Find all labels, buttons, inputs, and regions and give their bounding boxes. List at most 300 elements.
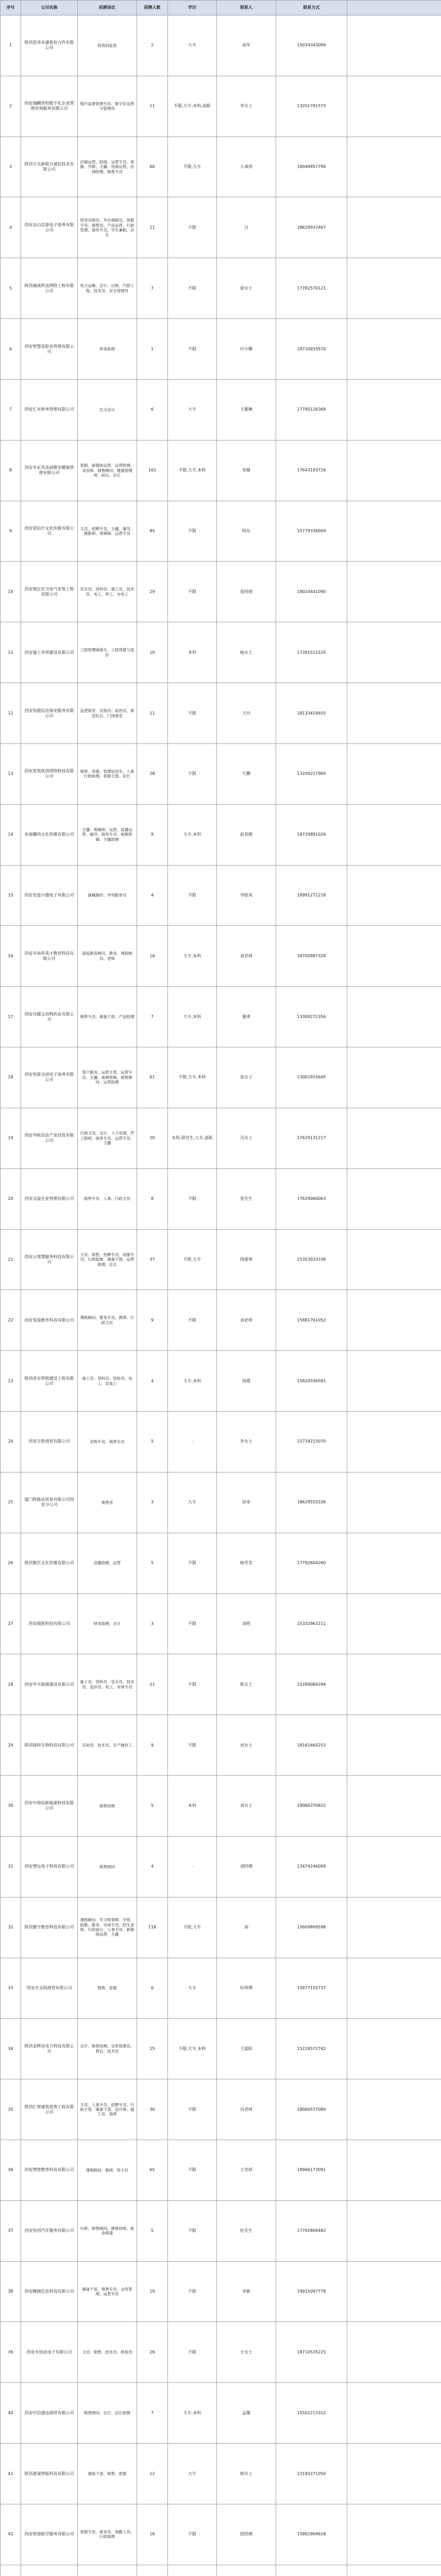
cell-contact: 王晨阳 bbox=[217, 2019, 276, 2079]
header-count: 招聘人数 bbox=[137, 1, 168, 15]
cell-extra bbox=[347, 1776, 441, 1837]
cell-positions: 客户服务、运营主管、运营专员、主播、视频剪辑、销售顾问、运营助理 bbox=[78, 1047, 137, 1108]
cell-company: 西安易盈教育科技有限公司 bbox=[21, 1290, 78, 1351]
cell-education: 不限 bbox=[168, 1715, 217, 1776]
cell-phone: 18049957790 bbox=[276, 137, 347, 197]
cell-phone: 13474246099 bbox=[276, 1836, 347, 1897]
cell-count: 85 bbox=[137, 501, 168, 562]
cell-company: 西安华航信息产业投资有限公司 bbox=[21, 1108, 78, 1168]
cell-company: 西安恒创汽车服务有限公司 bbox=[21, 2200, 78, 2261]
cell-education: 不限 bbox=[168, 258, 217, 319]
table-row bbox=[1, 987, 441, 1047]
cell-index: 30 bbox=[1, 1776, 21, 1837]
cell-extra bbox=[347, 1533, 441, 1594]
cell-count: 5 bbox=[137, 2200, 168, 2261]
cell-count: 3 bbox=[137, 1472, 168, 1533]
cell-education: 不限 bbox=[168, 319, 217, 380]
cell-extra bbox=[347, 1594, 441, 1654]
cell-extra bbox=[347, 2565, 441, 2576]
cell-extra bbox=[347, 2322, 441, 2383]
cell-index: 14 bbox=[1, 804, 21, 865]
cell-contact: 杨女士 bbox=[217, 622, 276, 683]
cell-contact: 张经理 bbox=[217, 562, 276, 622]
cell-index: 29 bbox=[1, 1715, 21, 1776]
cell-contact: 高军 bbox=[217, 15, 276, 76]
cell-company: 西安云智慧服务科技有限公司 bbox=[21, 1229, 78, 1290]
cell-contact: 刘女士 bbox=[217, 1715, 276, 1776]
cell-company: 陕西嘉诚智能科技有限公司 bbox=[21, 2444, 78, 2504]
table-row bbox=[1, 804, 441, 865]
cell-contact: 赵英媛 bbox=[217, 804, 276, 865]
table-row bbox=[1, 1958, 441, 2019]
cell-education: 不限 bbox=[168, 562, 217, 622]
cell-count: 28 bbox=[137, 743, 168, 804]
cell-index: 22 bbox=[1, 1290, 21, 1351]
cell-extra bbox=[347, 926, 441, 987]
cell-education: 不限 bbox=[168, 1290, 217, 1351]
cell-positions: 安全员、资料员、施工员、技术员、电工、焊工、水电工 bbox=[78, 562, 137, 622]
cell-company: 西安汇米财务管理有限公司 bbox=[21, 379, 78, 440]
cell-company: 西安中信通达商贸有限公司 bbox=[21, 2383, 78, 2444]
cell-extra bbox=[347, 1047, 441, 1108]
cell-phone: 18133419925 bbox=[276, 683, 347, 744]
table-row bbox=[1, 1897, 441, 1958]
header-extra bbox=[347, 1, 441, 15]
cell-company: 西安众盈企业管理有限公司 bbox=[21, 1168, 78, 1229]
cell-index: 17 bbox=[1, 987, 21, 1047]
cell-education: 不限,大专,本科 bbox=[168, 440, 217, 501]
cell-positions: 实验员、技术员、生产操作工 bbox=[78, 1715, 137, 1776]
table-row bbox=[1, 197, 441, 258]
cell-phone: 18024441090 bbox=[276, 562, 347, 622]
cell-phone: 18729891026 bbox=[276, 804, 347, 865]
cell-company: 西安市南华英才教育科技有限公司 bbox=[21, 926, 78, 987]
cell-education: 不限 bbox=[168, 2322, 217, 2383]
cell-positions: 主播、剪辑师、运营、直播运营、编导、商务专员、视频剪辑、主播助理 bbox=[78, 804, 137, 865]
cell-phone: 13193271050 bbox=[276, 2444, 347, 2504]
cell-index: 12 bbox=[1, 683, 21, 744]
header-contact: 联系人 bbox=[217, 1, 276, 15]
cell-count: 1 bbox=[137, 319, 168, 380]
cell-index: 11 bbox=[1, 622, 21, 683]
cell-education: 大专 bbox=[168, 379, 217, 440]
table-row bbox=[1, 562, 441, 622]
cell-contact: 王雅琳 bbox=[217, 379, 276, 440]
cell-extra bbox=[347, 76, 441, 137]
cell-index: 35 bbox=[1, 2079, 21, 2140]
cell-positions: 销售专员、人事、行政文员 bbox=[78, 1168, 137, 1229]
cell-index: 13 bbox=[1, 743, 21, 804]
cell-positions: 工程管理储备生、工程预算与造价 bbox=[78, 622, 137, 683]
cell-positions: 客服专员、乘务员、地勤人员、行政助理 bbox=[78, 2504, 137, 2565]
cell-contact: 杜先生 bbox=[217, 2200, 276, 2261]
cell-positions: 实习会计 bbox=[78, 379, 137, 440]
cell-phone: 18710535225 bbox=[276, 2322, 347, 2383]
cell-education: 不限 bbox=[168, 1533, 217, 1594]
table-row bbox=[1, 76, 441, 137]
cell-company: 陕西思邦未建股份合作有限公司 bbox=[21, 15, 78, 76]
cell-count: 65 bbox=[137, 2140, 168, 2200]
cell-count: 3 bbox=[137, 1594, 168, 1654]
cell-education: 大专 bbox=[168, 1958, 217, 2019]
cell-contact: 李银凤 bbox=[217, 865, 276, 926]
cell-company: 西安诺信行文化传媒有限公司 bbox=[21, 501, 78, 562]
cell-positions: 器械操作、外贸跟单员 bbox=[78, 865, 137, 926]
cell-phone: 13209227960 bbox=[276, 743, 347, 804]
cell-company: 西安安富兴德电子有限公司 bbox=[21, 865, 78, 926]
cell-extra bbox=[347, 1836, 441, 1897]
cell-index: 24 bbox=[1, 1412, 21, 1472]
cell-index: 36 bbox=[1, 2140, 21, 2200]
cell-extra bbox=[347, 258, 441, 319]
cell-contact: 孙菲 bbox=[217, 1472, 276, 1533]
cell-index: 26 bbox=[1, 1533, 21, 1594]
cell-phone: 15802909618 bbox=[276, 2504, 347, 2565]
cell-count: 21 bbox=[137, 1654, 168, 1715]
cell-count: 4 bbox=[137, 865, 168, 926]
cell-count: 6 bbox=[137, 1958, 168, 2019]
cell-company: 西安博远电子科技有限公司 bbox=[21, 1836, 78, 1897]
cell-contact: 刘老师 bbox=[217, 1290, 276, 1351]
table-body bbox=[1, 15, 441, 2576]
table-row bbox=[1, 1715, 441, 1776]
cell-positions: 文员、招聘专员、主播、编导、摄影师、剪辑师、运营专员 bbox=[78, 501, 137, 562]
cell-count: 9 bbox=[137, 1290, 168, 1351]
cell-index: 7 bbox=[1, 379, 21, 440]
table-row bbox=[1, 1533, 441, 1594]
table-row bbox=[1, 2504, 441, 2565]
cell-education: 不限,大专,本科 bbox=[168, 1047, 217, 1108]
cell-count: 4 bbox=[137, 1351, 168, 1412]
cell-index: 16 bbox=[1, 926, 21, 987]
table-row bbox=[1, 1776, 441, 1837]
cell-extra bbox=[347, 562, 441, 622]
cell-index: 38 bbox=[1, 2261, 21, 2322]
table-row bbox=[1, 1168, 441, 1229]
cell-count: 7 bbox=[137, 987, 168, 1047]
cell-contact: 刘女士 bbox=[217, 1776, 276, 1837]
cell-education: 本科 bbox=[168, 1776, 217, 1837]
table-row bbox=[1, 2079, 441, 2140]
cell-company: 西安华丰能源建设有限公司 bbox=[21, 1654, 78, 1715]
cell-contact: 宋健 bbox=[217, 440, 276, 501]
cell-index: 1 bbox=[1, 15, 21, 76]
cell-count: 5 bbox=[137, 1533, 168, 1594]
cell-positions: 巡逻保安、安保员、监控员、保安队长、门岗保安 bbox=[78, 683, 137, 744]
cell-phone: 18066370822 bbox=[276, 1776, 347, 1837]
cell-company: 西安谷露宝动物药业有限公司 bbox=[21, 987, 78, 1047]
cell-phone: 18700987328 bbox=[276, 926, 347, 987]
cell-count: 7 bbox=[137, 258, 168, 319]
cell-index: 27 bbox=[1, 1594, 21, 1654]
cell-phone: 15877155737 bbox=[276, 1958, 347, 2019]
table-row bbox=[1, 258, 441, 319]
cell-contact: 杜师傅 bbox=[217, 1958, 276, 2019]
cell-company: 陕西君实智联建设工程有限公司 bbox=[21, 1351, 78, 1412]
cell-positions: 财务出纳员、外出调研员、客服专员、销售员、产品运营、行政管理、商务专员、学生兼职、店长 bbox=[78, 197, 137, 258]
table-row bbox=[1, 1108, 441, 1168]
cell-company bbox=[21, 2565, 78, 2576]
cell-phone: 18991271218 bbox=[276, 865, 347, 926]
cell-positions: 销售、客服 bbox=[78, 1958, 137, 2019]
cell-index: 28 bbox=[1, 1654, 21, 1715]
cell-phone: 15502213312 bbox=[276, 2383, 347, 2444]
cell-education: 大专,本科 bbox=[168, 2383, 217, 2444]
table-row bbox=[1, 2200, 441, 2261]
cell-positions: 销售、客服、管理培训生、人事行政助理、客服主管、店长 bbox=[78, 743, 137, 804]
cell-phone: 18710933570 bbox=[276, 319, 347, 380]
header-index: 序号 bbox=[1, 1, 21, 15]
table-row bbox=[1, 319, 441, 380]
cell-contact: 王老师 bbox=[217, 2140, 276, 2200]
cell-company: 陕西通威科达网络工程有限公司 bbox=[21, 258, 78, 319]
cell-index: 23 bbox=[1, 1351, 21, 1412]
cell-count: 15 bbox=[137, 2019, 168, 2079]
cell-count: 2 bbox=[137, 15, 168, 76]
cell-phone: 15332963211 bbox=[276, 1594, 347, 1654]
cell-index: 18 bbox=[1, 1047, 21, 1108]
cell-count: 30 bbox=[137, 2079, 168, 2140]
cell-count: 6 bbox=[137, 379, 168, 440]
table-row bbox=[1, 440, 441, 501]
cell-positions: 家庭教育顾问、教务、课程顾问、老师 bbox=[78, 926, 137, 987]
cell-phone: 17792806482 bbox=[276, 2200, 347, 2261]
cell-extra bbox=[347, 1958, 441, 2019]
cell-extra bbox=[347, 15, 441, 76]
table-row bbox=[1, 1654, 441, 1715]
cell-phone: 18966173091 bbox=[276, 2140, 347, 2200]
header-education: 学历 bbox=[168, 1, 217, 15]
cell-education: 不限 bbox=[168, 197, 217, 258]
cell-extra bbox=[347, 2504, 441, 2565]
cell-contact: 李女士 bbox=[217, 1412, 276, 1472]
table-row bbox=[1, 2140, 441, 2200]
cell-contact: 张女士 bbox=[217, 1047, 276, 1108]
cell-extra bbox=[347, 379, 441, 440]
header-phone: 联系方式 bbox=[276, 1, 347, 15]
cell-contact: 吕 bbox=[217, 197, 276, 258]
cell-count: 10 bbox=[137, 622, 168, 683]
cell-phone: 17792604260 bbox=[276, 1533, 347, 1594]
cell-contact: 钱楚寒 bbox=[217, 1229, 276, 1290]
cell-contact: 冯老师 bbox=[217, 2079, 276, 2140]
cell-education: 大专 bbox=[168, 15, 217, 76]
cell-extra bbox=[347, 804, 441, 865]
cell-positions: 会计、销售经理、仓库管理员、售后、技术员 bbox=[78, 2019, 137, 2079]
table-row bbox=[1, 1290, 441, 1351]
table-row bbox=[1, 501, 441, 562]
cell-phone: 19915097778 bbox=[276, 2261, 347, 2322]
cell-count: 37 bbox=[137, 1229, 168, 1290]
cell-positions: 直播助理、运营 bbox=[78, 1533, 137, 1594]
cell-positions: 课程顾问、学习规划师、学管、助教、教务、市场专员、招生老师、行政前台、人事专员、新媒体运营、主播 bbox=[78, 1897, 137, 1958]
cell-extra bbox=[347, 1108, 441, 1168]
table-row bbox=[1, 683, 441, 744]
cell-company: 西安腾越信息科技有限公司 bbox=[21, 2261, 78, 2322]
cell-count: 12 bbox=[137, 2444, 168, 2504]
cell-contact: 张先生 bbox=[217, 1168, 276, 1229]
cell-company: 陕西金辉达电力科技有限公司 bbox=[21, 2019, 78, 2079]
cell-contact: 徐女士 bbox=[217, 258, 276, 319]
cell-index: 3 bbox=[1, 137, 21, 197]
cell-education: 大专 bbox=[168, 1472, 217, 1533]
cell-extra bbox=[347, 987, 441, 1047]
cell-company: 西安中海恒新能源科技有限公司 bbox=[21, 1776, 78, 1837]
cell-positions: 财务助理 bbox=[78, 319, 137, 380]
table-row bbox=[1, 2444, 441, 2504]
cell-company: 西安市文阳商贸有限公司 bbox=[21, 1958, 78, 2019]
cell-education: 大专,本科 bbox=[168, 1351, 217, 1412]
cell-education: 不限 bbox=[168, 743, 217, 804]
cell-contact: 人事部 bbox=[217, 137, 276, 197]
cell-count: 5 bbox=[137, 1412, 168, 1472]
cell-extra bbox=[347, 197, 441, 258]
cell-positions: 课程顾问、教务专员、教师、行政文员 bbox=[78, 1290, 137, 1351]
cell-contact: 王玲 bbox=[217, 683, 276, 744]
cell-count: 7 bbox=[137, 2383, 168, 2444]
cell-positions: 文员、销售、招聘专员、客服专员、行政助理、储备干部、运营助理、店长 bbox=[78, 1229, 137, 1290]
cell-index: 15 bbox=[1, 865, 21, 926]
table-row bbox=[1, 1836, 441, 1897]
cell-index: 25 bbox=[1, 1472, 21, 1533]
table-row bbox=[1, 926, 441, 987]
table-row bbox=[1, 1412, 441, 1472]
cell-company: 陕西雅宇教育科技有限公司 bbox=[21, 1897, 78, 1958]
cell-education: 不限,大专 bbox=[168, 137, 217, 197]
cell-education: - bbox=[168, 1412, 217, 1472]
cell-positions: 行政文员、会计、人力资源、IT工程师、商务专员、运营专员、主播 bbox=[78, 1108, 137, 1168]
cell-count: 11 bbox=[137, 683, 168, 744]
cell-extra bbox=[347, 1290, 441, 1351]
cell-extra bbox=[347, 2079, 441, 2140]
cell-company: 西安博智教育科技有限公司 bbox=[21, 2140, 78, 2200]
cell-contact bbox=[217, 2565, 276, 2576]
cell-phone: 18066577089 bbox=[276, 2079, 347, 2140]
cell-contact: 刘 bbox=[217, 1897, 276, 1958]
cell-contact: 阿东 bbox=[217, 501, 276, 562]
cell-contact: 周霞 bbox=[217, 1351, 276, 1412]
cell-extra bbox=[347, 440, 441, 501]
cell-education: 不限 bbox=[168, 865, 217, 926]
cell-contact: 李女士 bbox=[217, 76, 276, 137]
cell-count: 10 bbox=[137, 2261, 168, 2322]
cell-contact: 李新 bbox=[217, 2261, 276, 2322]
cell-education: 不限 bbox=[168, 683, 217, 744]
cell-extra bbox=[347, 2019, 441, 2079]
cell-count: 9 bbox=[137, 804, 168, 865]
cell-count: 29 bbox=[137, 562, 168, 622]
cell-index bbox=[1, 2565, 21, 2576]
cell-education: 大专,本科 bbox=[168, 804, 217, 865]
cell-phone: 18629555106 bbox=[276, 1472, 347, 1533]
cell-contact: 杨雪莹 bbox=[217, 1533, 276, 1594]
cell-index: 33 bbox=[1, 1958, 21, 2019]
cell-index: 40 bbox=[1, 2383, 21, 2444]
cell-education: 不限,大专,本科,高职 bbox=[168, 76, 217, 137]
cell-index: 37 bbox=[1, 2200, 21, 2261]
cell-count: 4 bbox=[137, 1836, 168, 1897]
cell-count: 8 bbox=[137, 1168, 168, 1229]
cell-phone: 17629060063 bbox=[276, 1168, 347, 1229]
cell-company: 西安市东风美丽雅安健康管理有限公司 bbox=[21, 440, 78, 501]
cell-count: 66 bbox=[137, 137, 168, 197]
cell-count bbox=[137, 2565, 168, 2576]
cell-education: 不限 bbox=[168, 2504, 217, 2565]
cell-positions: 客服、新媒体运营、运营助理、美容师、销售顾问、健康管理师、前台、店长 bbox=[78, 440, 137, 501]
cell-extra bbox=[347, 1351, 441, 1412]
cell-extra bbox=[347, 2200, 441, 2261]
cell-positions: 财务助理、会计 bbox=[78, 1594, 137, 1654]
table-row bbox=[1, 379, 441, 440]
cell-phone: 18629937467 bbox=[276, 197, 347, 258]
table-row bbox=[1, 743, 441, 804]
cell-index: 9 bbox=[1, 501, 21, 562]
table-row bbox=[1, 2565, 441, 2576]
cell-extra bbox=[347, 2444, 441, 2504]
cell-education: 大专,本科 bbox=[168, 926, 217, 987]
cell-positions: 课程顾问、教师、班主任 bbox=[78, 2140, 137, 2200]
cell-contact: 王女士 bbox=[217, 2322, 276, 2383]
cell-extra bbox=[347, 319, 441, 380]
cell-count: 118 bbox=[137, 1897, 168, 1958]
cell-phone: 13002915645 bbox=[276, 1047, 347, 1108]
cell-positions: 银行监督管理专员、数字化运营与管理员 bbox=[78, 76, 137, 137]
table-row bbox=[1, 1351, 441, 1412]
cell-count: 61 bbox=[137, 1047, 168, 1108]
cell-positions bbox=[78, 2565, 137, 2576]
cell-education: 不限,大专 bbox=[168, 1897, 217, 1958]
cell-education: 不限 bbox=[168, 2200, 217, 2261]
cell-count: 11 bbox=[137, 76, 168, 137]
cell-education bbox=[168, 2565, 217, 2576]
cell-education: 本科,研究生,大专,高职 bbox=[168, 1108, 217, 1168]
cell-positions: 行政、销售顾问、维修技师、钣金喷漆 bbox=[78, 2200, 137, 2261]
cell-company: 陕西汇智建筑装饰工程有限公司 bbox=[21, 2079, 78, 2140]
cell-positions: 储备干部、销售、客服 bbox=[78, 2444, 137, 2504]
cell-index: 20 bbox=[1, 1168, 21, 1229]
cell-company: 西安智海航空服务有限公司 bbox=[21, 2504, 78, 2565]
cell-contact: 刘老师 bbox=[217, 926, 276, 987]
cell-contact: 刘明 bbox=[217, 1594, 276, 1654]
cell-contact: 冯女士 bbox=[217, 1108, 276, 1168]
cell-count: 11 bbox=[137, 197, 168, 258]
cell-company: 西安鼎胜科技有限公司 bbox=[21, 1594, 78, 1654]
cell-company: 西安瑞鹏智和数字化企业管理咨询服务有限公司 bbox=[21, 76, 78, 137]
table-row bbox=[1, 622, 441, 683]
cell-index: 39 bbox=[1, 2322, 21, 2383]
cell-phone: 18161660253 bbox=[276, 1715, 347, 1776]
cell-positions: 施工员、资料员、质检员、电工、安装工 bbox=[78, 1351, 137, 1412]
cell-extra bbox=[347, 137, 441, 197]
cell-positions: 销售经理 bbox=[78, 1776, 137, 1837]
table-row bbox=[1, 1229, 441, 1290]
cell-company: 西安北山信泰电子商务有限公司 bbox=[21, 197, 78, 258]
cell-index: 6 bbox=[1, 319, 21, 380]
cell-extra bbox=[347, 2261, 441, 2322]
table-row bbox=[1, 1472, 441, 1533]
cell-extra bbox=[347, 683, 441, 744]
cell-education: 不限 bbox=[168, 501, 217, 562]
header-company: 公司名称 bbox=[21, 1, 78, 15]
cell-positions: 销售员 bbox=[78, 1472, 137, 1533]
cell-phone: 17780126369 bbox=[276, 379, 347, 440]
cell-extra bbox=[347, 1472, 441, 1533]
cell-company: 西安优联众创电子商务有限公司 bbox=[21, 1047, 78, 1108]
cell-education: 不限 bbox=[168, 2140, 217, 2200]
cell-education: 大专,本科 bbox=[168, 987, 217, 1047]
cell-contact: 王鹏 bbox=[217, 743, 276, 804]
cell-contact: 付少鹏 bbox=[217, 319, 276, 380]
